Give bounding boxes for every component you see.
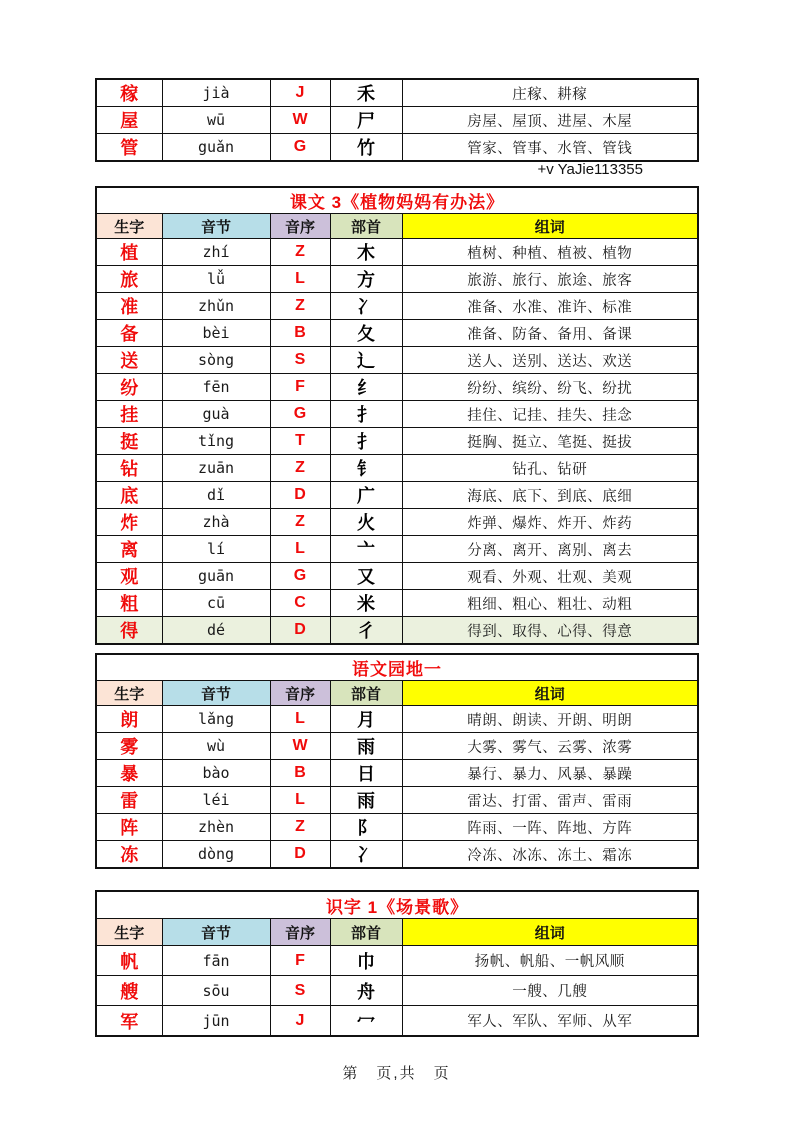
column-header: 音序 bbox=[270, 919, 330, 946]
char-cell: 管 bbox=[96, 134, 162, 162]
words-cell: 准备、水准、准许、标准 bbox=[402, 293, 698, 320]
words-cell: 得到、取得、心得、得意 bbox=[402, 617, 698, 645]
words-cell: 暴行、暴力、风暴、暴躁 bbox=[402, 760, 698, 787]
radical-cell: 方 bbox=[330, 266, 402, 293]
radical-cell: 冖 bbox=[330, 1006, 402, 1037]
initial-cell: S bbox=[270, 976, 330, 1006]
radical-cell: 阝 bbox=[330, 814, 402, 841]
words-cell: 送人、送别、送达、欢送 bbox=[402, 347, 698, 374]
radical-cell: 冫 bbox=[330, 293, 402, 320]
char-cell: 送 bbox=[96, 347, 162, 374]
words-cell: 海底、底下、到底、底细 bbox=[402, 482, 698, 509]
words-cell: 挺胸、挺立、笔挺、挺拔 bbox=[402, 428, 698, 455]
initial-cell: G bbox=[270, 134, 330, 162]
vocab-table-shizi-1 bbox=[95, 890, 699, 1037]
pinyin-cell: bèi bbox=[162, 320, 270, 347]
words-cell: 冷冻、冰冻、冻土、霜冻 bbox=[402, 841, 698, 869]
pinyin-cell: léi bbox=[162, 787, 270, 814]
radical-cell: 扌 bbox=[330, 401, 402, 428]
radical-cell: 辶 bbox=[330, 347, 402, 374]
table-row bbox=[96, 706, 698, 733]
words-cell: 大雾、雾气、云雾、浓雾 bbox=[402, 733, 698, 760]
radical-cell: 雨 bbox=[330, 787, 402, 814]
table-row bbox=[96, 841, 698, 869]
pinyin-cell: bào bbox=[162, 760, 270, 787]
pinyin-cell: jūn bbox=[162, 1006, 270, 1037]
table-row bbox=[96, 482, 698, 509]
pinyin-cell: sòng bbox=[162, 347, 270, 374]
radical-cell: 月 bbox=[330, 706, 402, 733]
table-row bbox=[96, 733, 698, 760]
words-cell: 挂住、记挂、挂失、挂念 bbox=[402, 401, 698, 428]
initial-cell: W bbox=[270, 107, 330, 134]
initial-cell: Z bbox=[270, 293, 330, 320]
initial-cell: C bbox=[270, 590, 330, 617]
radical-cell: 彳 bbox=[330, 617, 402, 645]
initial-cell: F bbox=[270, 374, 330, 401]
vocab-table-yuwen-yuandi-1 bbox=[95, 653, 699, 869]
words-cell: 房屋、屋顶、进屋、木屋 bbox=[402, 107, 698, 134]
char-cell: 钻 bbox=[96, 455, 162, 482]
pinyin-cell: jià bbox=[162, 79, 270, 107]
words-cell: 一艘、几艘 bbox=[402, 976, 698, 1006]
pinyin-cell: zhí bbox=[162, 239, 270, 266]
pinyin-cell: tǐng bbox=[162, 428, 270, 455]
column-header: 组词 bbox=[402, 214, 698, 239]
pinyin-cell: dǐ bbox=[162, 482, 270, 509]
char-cell: 植 bbox=[96, 239, 162, 266]
radical-cell: 钅 bbox=[330, 455, 402, 482]
char-cell: 屋 bbox=[96, 107, 162, 134]
column-header: 音节 bbox=[162, 681, 270, 706]
radical-cell: 禾 bbox=[330, 79, 402, 107]
table-row bbox=[96, 401, 698, 428]
column-header: 部首 bbox=[330, 681, 402, 706]
pinyin-cell: guà bbox=[162, 401, 270, 428]
column-header: 组词 bbox=[402, 919, 698, 946]
radical-cell: 尸 bbox=[330, 107, 402, 134]
pinyin-cell: zhà bbox=[162, 509, 270, 536]
table-title-row bbox=[96, 654, 698, 681]
vocab-table bbox=[95, 186, 699, 645]
watermark-text: +v YaJie113355 bbox=[537, 161, 643, 178]
char-cell: 挂 bbox=[96, 401, 162, 428]
initial-cell: B bbox=[270, 320, 330, 347]
table-row bbox=[96, 266, 698, 293]
table-row bbox=[96, 590, 698, 617]
table-title: 课文 3《植物妈妈有办法》 bbox=[96, 187, 698, 214]
char-cell: 底 bbox=[96, 482, 162, 509]
char-cell: 朗 bbox=[96, 706, 162, 733]
words-cell: 植树、种植、植被、植物 bbox=[402, 239, 698, 266]
pinyin-cell: wū bbox=[162, 107, 270, 134]
table-row bbox=[96, 134, 698, 162]
char-cell: 旅 bbox=[96, 266, 162, 293]
words-cell: 庄稼、耕稼 bbox=[402, 79, 698, 107]
radical-cell: 日 bbox=[330, 760, 402, 787]
table-row bbox=[96, 563, 698, 590]
table-row bbox=[96, 374, 698, 401]
table-row bbox=[96, 509, 698, 536]
table-row bbox=[96, 814, 698, 841]
table-row bbox=[96, 1006, 698, 1037]
radical-cell: 竹 bbox=[330, 134, 402, 162]
char-cell: 帆 bbox=[96, 946, 162, 976]
words-cell: 分离、离开、离别、离去 bbox=[402, 536, 698, 563]
radical-cell: 冫 bbox=[330, 841, 402, 869]
table-row bbox=[96, 347, 698, 374]
column-header: 部首 bbox=[330, 919, 402, 946]
initial-cell: Z bbox=[270, 814, 330, 841]
words-cell: 观看、外观、壮观、美观 bbox=[402, 563, 698, 590]
words-cell: 旅游、旅行、旅途、旅客 bbox=[402, 266, 698, 293]
column-header: 音节 bbox=[162, 919, 270, 946]
initial-cell: L bbox=[270, 536, 330, 563]
char-cell: 挺 bbox=[96, 428, 162, 455]
char-cell: 阵 bbox=[96, 814, 162, 841]
char-cell: 观 bbox=[96, 563, 162, 590]
words-cell: 纷纷、缤纷、纷飞、纷扰 bbox=[402, 374, 698, 401]
column-header: 音序 bbox=[270, 681, 330, 706]
char-cell: 纷 bbox=[96, 374, 162, 401]
radical-cell: 木 bbox=[330, 239, 402, 266]
vocab-table bbox=[95, 78, 699, 162]
char-cell: 稼 bbox=[96, 79, 162, 107]
words-cell: 准备、防备、备用、备课 bbox=[402, 320, 698, 347]
table-row bbox=[96, 107, 698, 134]
radical-cell: 扌 bbox=[330, 428, 402, 455]
words-cell: 钻孔、钻研 bbox=[402, 455, 698, 482]
initial-cell: D bbox=[270, 617, 330, 645]
pinyin-cell: guān bbox=[162, 563, 270, 590]
initial-cell: G bbox=[270, 563, 330, 590]
words-cell: 晴朗、朗读、开朗、明朗 bbox=[402, 706, 698, 733]
words-cell: 扬帆、帆船、一帆风顺 bbox=[402, 946, 698, 976]
radical-cell: 广 bbox=[330, 482, 402, 509]
table-row bbox=[96, 787, 698, 814]
table-row bbox=[96, 79, 698, 107]
char-cell: 雾 bbox=[96, 733, 162, 760]
words-cell: 阵雨、一阵、阵地、方阵 bbox=[402, 814, 698, 841]
column-header: 生字 bbox=[96, 214, 162, 239]
column-header: 音节 bbox=[162, 214, 270, 239]
table-row bbox=[96, 946, 698, 976]
pinyin-cell: zhǔn bbox=[162, 293, 270, 320]
table-row bbox=[96, 760, 698, 787]
vocab-table-top-partial bbox=[95, 78, 699, 162]
initial-cell: F bbox=[270, 946, 330, 976]
words-cell: 管家、管事、水管、管钱 bbox=[402, 134, 698, 162]
char-cell: 得 bbox=[96, 617, 162, 645]
radical-cell: 雨 bbox=[330, 733, 402, 760]
initial-cell: D bbox=[270, 482, 330, 509]
table-row bbox=[96, 320, 698, 347]
column-header: 组词 bbox=[402, 681, 698, 706]
column-header-row bbox=[96, 214, 698, 239]
initial-cell: J bbox=[270, 1006, 330, 1037]
table-title-row bbox=[96, 187, 698, 214]
vocab-table-lesson3 bbox=[95, 186, 699, 645]
table-row bbox=[96, 428, 698, 455]
pinyin-cell: lí bbox=[162, 536, 270, 563]
pinyin-cell: dòng bbox=[162, 841, 270, 869]
pinyin-cell: fān bbox=[162, 946, 270, 976]
words-cell: 炸弹、爆炸、炸开、炸药 bbox=[402, 509, 698, 536]
char-cell: 离 bbox=[96, 536, 162, 563]
initial-cell: L bbox=[270, 706, 330, 733]
column-header: 生字 bbox=[96, 681, 162, 706]
column-header: 生字 bbox=[96, 919, 162, 946]
table-title: 识字 1《场景歌》 bbox=[96, 891, 698, 919]
char-cell: 备 bbox=[96, 320, 162, 347]
char-cell: 艘 bbox=[96, 976, 162, 1006]
char-cell: 暴 bbox=[96, 760, 162, 787]
initial-cell: Z bbox=[270, 239, 330, 266]
column-header-row bbox=[96, 681, 698, 706]
column-header: 音序 bbox=[270, 214, 330, 239]
pinyin-cell: guǎn bbox=[162, 134, 270, 162]
table-title: 语文园地一 bbox=[96, 654, 698, 681]
char-cell: 军 bbox=[96, 1006, 162, 1037]
column-header: 部首 bbox=[330, 214, 402, 239]
initial-cell: Z bbox=[270, 455, 330, 482]
initial-cell: Z bbox=[270, 509, 330, 536]
pinyin-cell: sōu bbox=[162, 976, 270, 1006]
radical-cell: 纟 bbox=[330, 374, 402, 401]
initial-cell: G bbox=[270, 401, 330, 428]
pinyin-cell: wù bbox=[162, 733, 270, 760]
initial-cell: J bbox=[270, 79, 330, 107]
column-header-row bbox=[96, 919, 698, 946]
char-cell: 准 bbox=[96, 293, 162, 320]
vocab-table bbox=[95, 890, 699, 1037]
radical-cell: 夂 bbox=[330, 320, 402, 347]
words-cell: 军人、军队、军师、从军 bbox=[402, 1006, 698, 1037]
initial-cell: T bbox=[270, 428, 330, 455]
initial-cell: S bbox=[270, 347, 330, 374]
pinyin-cell: zuān bbox=[162, 455, 270, 482]
initial-cell: L bbox=[270, 787, 330, 814]
table-row bbox=[96, 293, 698, 320]
table-row bbox=[96, 976, 698, 1006]
char-cell: 冻 bbox=[96, 841, 162, 869]
page-footer: 第 页,共 页 bbox=[342, 1065, 451, 1082]
radical-cell: 舟 bbox=[330, 976, 402, 1006]
table-title-row bbox=[96, 891, 698, 919]
table-row bbox=[96, 617, 698, 645]
vocab-table bbox=[95, 653, 699, 869]
table-row bbox=[96, 455, 698, 482]
radical-cell: 又 bbox=[330, 563, 402, 590]
radical-cell: 巾 bbox=[330, 946, 402, 976]
pinyin-cell: cū bbox=[162, 590, 270, 617]
radical-cell: 亠 bbox=[330, 536, 402, 563]
initial-cell: W bbox=[270, 733, 330, 760]
table-row bbox=[96, 536, 698, 563]
initial-cell: B bbox=[270, 760, 330, 787]
char-cell: 炸 bbox=[96, 509, 162, 536]
words-cell: 粗细、粗心、粗壮、动粗 bbox=[402, 590, 698, 617]
initial-cell: L bbox=[270, 266, 330, 293]
pinyin-cell: dé bbox=[162, 617, 270, 645]
words-cell: 雷达、打雷、雷声、雷雨 bbox=[402, 787, 698, 814]
pinyin-cell: lǎng bbox=[162, 706, 270, 733]
char-cell: 粗 bbox=[96, 590, 162, 617]
initial-cell: D bbox=[270, 841, 330, 869]
pinyin-cell: zhèn bbox=[162, 814, 270, 841]
radical-cell: 米 bbox=[330, 590, 402, 617]
char-cell: 雷 bbox=[96, 787, 162, 814]
pinyin-cell: fēn bbox=[162, 374, 270, 401]
radical-cell: 火 bbox=[330, 509, 402, 536]
table-row bbox=[96, 239, 698, 266]
pinyin-cell: lǚ bbox=[162, 266, 270, 293]
